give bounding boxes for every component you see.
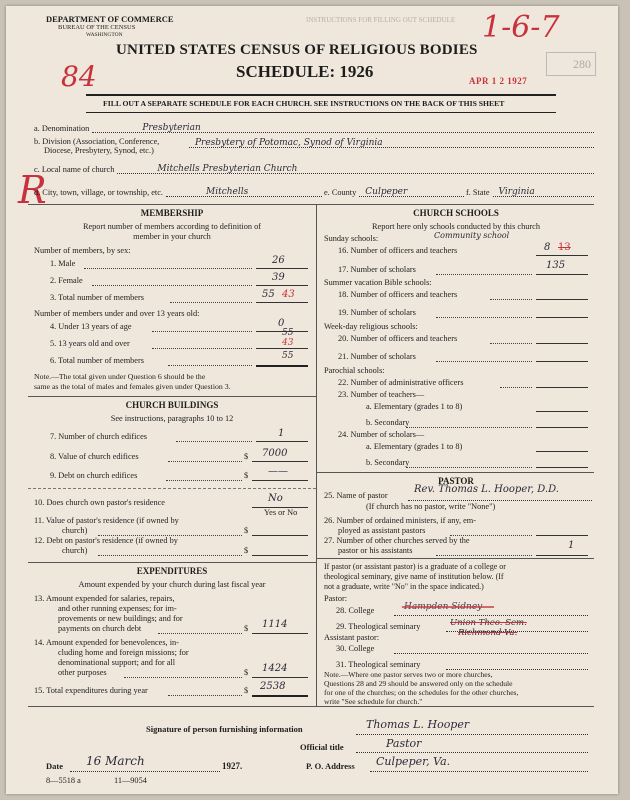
- q2-answer[interactable]: [256, 285, 308, 286]
- q22-label: 22. Number of administrative officers: [338, 378, 464, 387]
- q14-dollar: $: [244, 668, 249, 677]
- pastor-sub-label: Pastor:: [324, 594, 348, 603]
- q7-answer[interactable]: [256, 441, 308, 442]
- q5-label: 5. 13 years old and over: [50, 339, 130, 348]
- q3-label: 3. Total number of members: [50, 293, 144, 302]
- q7-value: 1: [278, 428, 285, 439]
- q1-answer[interactable]: [256, 268, 308, 269]
- weekday-label: Week-day religious schools:: [324, 322, 418, 331]
- q11-label-2: church): [62, 526, 88, 535]
- q10-value: No: [268, 493, 283, 504]
- bureau-label: BUREAU OF THE CENSUS: [58, 24, 136, 31]
- q5-red-correction: 43: [282, 338, 294, 348]
- schools-sub: Report here only schools conducted by this church: [372, 222, 540, 231]
- q13-answer[interactable]: [252, 633, 308, 634]
- expenditures-rule: [28, 562, 316, 563]
- q26-label-2: ployed as assistant pastors: [338, 526, 426, 535]
- q5-answer[interactable]: [256, 348, 308, 349]
- q1-value: 26: [272, 255, 285, 266]
- q16-answer[interactable]: [536, 255, 588, 256]
- red-r-mark: R: [18, 168, 47, 212]
- q3-answer[interactable]: [256, 302, 308, 303]
- q1-label: 1. Male: [50, 259, 76, 268]
- parochial-label: Parochial schools:: [324, 366, 385, 375]
- signature-value: Thomas L. Hooper: [366, 718, 470, 731]
- q8-dollar: $: [244, 452, 249, 461]
- q9-value: ——: [268, 466, 288, 477]
- q23a-label: a. Elementary (grades 1 to 8): [366, 402, 463, 411]
- q31-label: 31. Theological seminary: [336, 660, 421, 669]
- buildings-sub: See instructions, paragraphs 10 to 12: [110, 414, 234, 423]
- q17-answer[interactable]: [536, 274, 588, 275]
- q14-label-3: denominational support; and for all: [58, 658, 176, 667]
- q21-label: 21. Number of scholars: [338, 352, 416, 361]
- q12-label-1: 12. Debt on pastor's residence (if owned by: [34, 536, 178, 545]
- city-field-label: d. City, town, village, or township, etc.: [34, 188, 163, 197]
- date-label: Date: [46, 761, 63, 771]
- official-title-label: Official title: [300, 742, 344, 752]
- q16-red-struck: 13: [558, 242, 571, 253]
- q3-value: 55: [262, 289, 275, 300]
- q13-dollar: $: [244, 624, 249, 633]
- q29-value: Union Theo. Sem.: [450, 618, 527, 628]
- q15-dollar: $: [244, 686, 249, 695]
- q13-label-4: payments on church debt: [58, 624, 142, 633]
- q8-answer[interactable]: [252, 461, 308, 462]
- q12-label-2: church): [62, 546, 88, 555]
- local-name-label: c. Local name of church: [34, 165, 115, 174]
- header-rule-top: [86, 94, 556, 96]
- q28-label: 28. College: [336, 606, 375, 615]
- red-handwritten-code: 1-6-7: [482, 10, 560, 45]
- q24-label: 24. Number of scholars—: [338, 430, 425, 439]
- by-sex-label: Number of members, by sex:: [34, 246, 131, 255]
- form-title: UNITED STATES CENSUS OF RELIGIOUS BODIES: [116, 42, 478, 58]
- po-address-value: Culpeper, Va.: [376, 755, 451, 768]
- q26-label-1: 26. Number of ordained ministers, if any, em-: [324, 516, 476, 525]
- official-title-value: Pastor: [386, 737, 422, 750]
- pastor-rule: [316, 472, 594, 473]
- membership-sub-1: Report number of members according to definition of: [82, 222, 262, 231]
- column-divider: [316, 204, 317, 706]
- q9-label: 9. Debt on church edifices: [50, 471, 138, 480]
- q13-label-1: 13. Amount expended for salaries, repairs,: [34, 594, 175, 603]
- q23b-answer[interactable]: [536, 427, 588, 428]
- q23-label: 23. Number of teachers—: [338, 390, 425, 399]
- year-label: 1927.: [222, 761, 243, 771]
- city-value: Mitchells: [205, 187, 249, 197]
- form-number: 8—5518 a: [46, 776, 81, 785]
- q26-answer[interactable]: [536, 535, 588, 536]
- q19-label: 19. Number of scholars: [338, 308, 416, 317]
- under-over-label: Number of members under and over 13 years old:: [34, 309, 200, 318]
- county-label: e. County: [324, 188, 357, 197]
- q27-answer[interactable]: [536, 555, 588, 556]
- membership-note-2: same as the total of males and females given under Question 3.: [34, 382, 231, 391]
- division-value: Presbytery of Potomac, Synod of Virginia: [195, 138, 383, 148]
- q18-answer[interactable]: [536, 299, 588, 300]
- q4-label: 4. Under 13 years of age: [50, 322, 132, 331]
- header-rule-bottom: [86, 112, 556, 113]
- q12-dollar: $: [244, 546, 249, 555]
- division-label: [34, 137, 159, 155]
- q20-label: 20. Number of officers and teachers: [338, 334, 458, 343]
- buildings-heading: CHURCH BUILDINGS: [125, 400, 219, 410]
- county-value: Culpeper: [365, 187, 408, 197]
- q29-label: 29. Theological seminary: [336, 622, 421, 631]
- q21-answer[interactable]: [536, 361, 588, 362]
- po-address-field[interactable]: [370, 771, 588, 772]
- q28-answer[interactable]: [394, 615, 588, 616]
- received-date-stamp: APR 1 2 1927: [469, 76, 528, 86]
- expenditures-heading: EXPENDITURES: [136, 566, 208, 576]
- grad-text-1: If pastor (or assistant pastor) is a graduate of a college or: [324, 562, 506, 571]
- q24b-answer[interactable]: [536, 467, 588, 468]
- q15-value: 2538: [260, 681, 286, 692]
- summer-label: Summer vacation Bible schools:: [324, 278, 432, 287]
- q20-answer[interactable]: [536, 343, 588, 344]
- q30-label: 30. College: [336, 644, 375, 653]
- date-field[interactable]: [70, 771, 220, 772]
- red-handwritten-number: 84: [61, 60, 97, 93]
- q16-label: 16. Number of officers and teachers: [338, 246, 458, 255]
- q10-label: 10. Does church own pastor's residence: [34, 498, 165, 507]
- q15-label: 15. Total expenditures during year: [34, 686, 148, 695]
- city-label: WASHINGTON: [86, 32, 123, 38]
- local-name-field[interactable]: [34, 163, 594, 174]
- q4-value: 0: [278, 318, 285, 329]
- q11-answer[interactable]: [252, 535, 308, 536]
- q9-answer[interactable]: [252, 480, 308, 481]
- q27-label-2: pastor or his assistants: [338, 546, 413, 555]
- po-address-label: P. O. Address: [306, 761, 355, 771]
- q14-value: 1424: [262, 663, 288, 674]
- pastor-heading: PASTOR: [438, 476, 474, 486]
- city-field[interactable]: [34, 186, 322, 197]
- q17-value: 135: [546, 260, 566, 271]
- local-name-value: Mitchells Presbyterian Church: [157, 164, 298, 174]
- pastor-note-4: write "See schedule for church.": [324, 697, 423, 706]
- q2-label: 2. Female: [50, 276, 83, 285]
- state-field[interactable]: [466, 186, 594, 197]
- q23b-label: b. Secondary: [366, 418, 410, 427]
- q14-label-1: 14. Amount expended for benevolences, in-: [34, 638, 179, 647]
- q24b-label: b. Secondary: [366, 458, 410, 467]
- q10-hint: Yes or No: [264, 508, 298, 517]
- q19-answer[interactable]: [536, 317, 588, 318]
- q24a-answer[interactable]: [536, 451, 588, 452]
- q6-answer[interactable]: [256, 365, 308, 367]
- county-field[interactable]: [324, 186, 464, 197]
- department-label: DEPARTMENT OF COMMERCE: [46, 14, 174, 24]
- q18-label: 18. Number of officers and teachers: [338, 290, 458, 299]
- q8-value: 7000: [262, 448, 288, 459]
- denomination-label: a. Denomination: [34, 124, 90, 133]
- q13-label-3: provements or new buildings; and for: [58, 614, 183, 623]
- q24a-label: a. Elementary (grades 1 to 8): [366, 442, 463, 451]
- official-title-field[interactable]: [356, 752, 588, 753]
- q25-note: (If church has no pastor, write "None"): [366, 502, 496, 511]
- signature-field[interactable]: [356, 734, 588, 735]
- code-box: 280: [546, 52, 596, 76]
- q27-value: 1: [568, 540, 575, 551]
- q23a-answer[interactable]: [536, 411, 588, 412]
- q11-label-1: 11. Value of pastor's residence (if owned by: [34, 516, 179, 525]
- assistant-sub-label: Assistant pastor:: [324, 633, 380, 642]
- q25-answer[interactable]: [408, 500, 592, 501]
- q6-label: 6. Total number of members: [50, 356, 144, 365]
- q7-label: 7. Number of church edifices: [50, 432, 147, 441]
- membership-sub-2: member in your church: [133, 232, 211, 241]
- schools-heading: CHURCH SCHOOLS: [413, 208, 499, 218]
- q3-red-correction: 43: [282, 289, 295, 300]
- q13-label-2: and other running expenses; for im-: [58, 604, 177, 613]
- q14-answer[interactable]: [252, 677, 308, 678]
- census-schedule-page: [6, 6, 618, 794]
- state-label: f. State: [466, 188, 490, 197]
- q22-answer[interactable]: [536, 387, 588, 388]
- q14-label-4: other purposes: [58, 668, 107, 677]
- schedule-title: SCHEDULE: 1926: [236, 62, 374, 81]
- sunday-label: Sunday schools:: [324, 234, 379, 243]
- division-field[interactable]: [186, 137, 594, 148]
- q15-answer[interactable]: [252, 695, 308, 697]
- denomination-value: Presbyterian: [142, 123, 201, 133]
- q12-answer[interactable]: [252, 555, 308, 556]
- q9-dollar: $: [244, 471, 249, 480]
- q14-label-2: cluding home and foreign missions; for: [58, 648, 189, 657]
- q17-label: 17. Number of scholars: [338, 265, 416, 274]
- denomination-field[interactable]: [34, 122, 594, 133]
- q13-value: 1114: [262, 619, 288, 630]
- table-top-rule: [28, 204, 594, 205]
- sunday-note: Community school: [434, 231, 510, 240]
- date-value: 16 March: [86, 754, 145, 768]
- pastor-note-2: Questions 28 and 29 should be answered only on the schedule: [324, 679, 513, 688]
- q29-value-2: Richmond Va.: [458, 628, 518, 638]
- grad-text-3: not a graduate, write "No" in the space indicated.): [324, 582, 484, 591]
- form-number-2: 11—9054: [114, 776, 147, 785]
- faint-bleed-text: INSTRUCTIONS FOR FILLING OUT SCHEDULE: [306, 16, 456, 24]
- q6-value: 55: [282, 351, 294, 361]
- membership-heading: MEMBERSHIP: [140, 208, 204, 218]
- q2-value: 39: [272, 272, 285, 283]
- q30-answer[interactable]: [394, 653, 588, 654]
- q25-label: 25. Name of pastor: [324, 491, 388, 500]
- q28-red-underline: [402, 606, 494, 608]
- table-bottom-rule: [28, 706, 594, 707]
- q5-value: 55: [282, 328, 294, 338]
- division-label-line-1: b. Division (Association, Conference,: [34, 137, 160, 146]
- membership-note-1: Note.—The total given under Question 6 should be the: [34, 372, 206, 381]
- pastor-note-3: for one of the churches; on the schedules for the other churches,: [324, 688, 519, 697]
- grad-text-2: theological seminary, give name of institution below. (If: [324, 572, 504, 581]
- expenditures-sub: Amount expended by your church during last fiscal year: [78, 580, 266, 589]
- pastor-note-1: Note.—Where one pastor serves two or more churches,: [324, 670, 493, 679]
- q8-label: 8. Value of church edifices: [50, 452, 139, 461]
- signature-label: Signature of person furnishing information: [146, 724, 303, 734]
- q16-value: 8: [544, 242, 551, 253]
- state-value: Virginia: [498, 187, 535, 197]
- instruction-line: FILL OUT A SEPARATE SCHEDULE FOR EACH CHURCH. SEE INSTRUCTIONS ON THE BACK OF THIS SHEET: [103, 99, 505, 108]
- q27-label-1: 27. Number of other churches served by the: [324, 536, 470, 545]
- buildings-rule: [28, 396, 316, 397]
- q11-dollar: $: [244, 526, 249, 535]
- q25-value: Rev. Thomas L. Hooper, D.D.: [414, 484, 559, 495]
- division-label-line-2: Diocese, Presbytery, Synod, etc.): [44, 146, 154, 155]
